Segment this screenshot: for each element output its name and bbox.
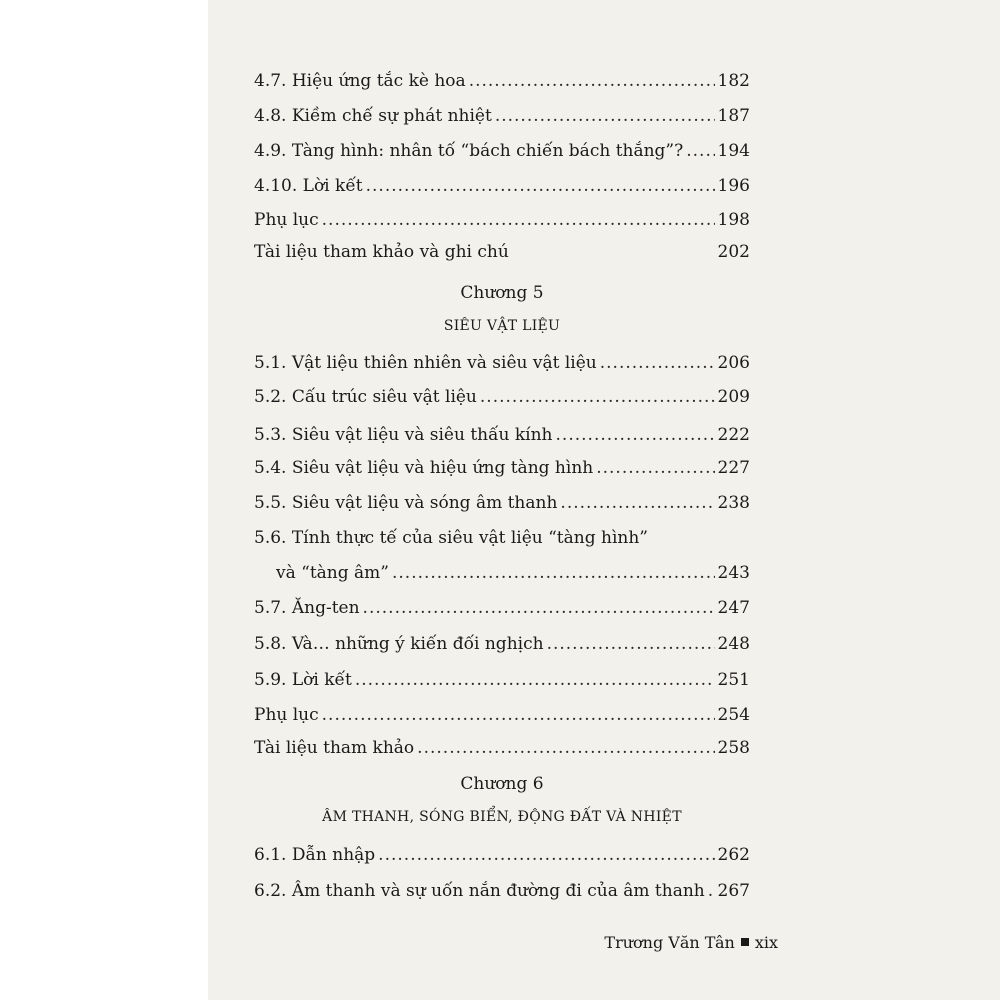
toc-entry-6-1 (254, 844, 750, 866)
toc-entry-references-4 (254, 241, 750, 263)
toc-entry-5-6-line-2 (276, 562, 750, 584)
toc-entry-title: 5.9. Lời kết (254, 670, 352, 690)
dot-leader (366, 175, 715, 197)
chapter-6-title: ÂM THANH, SÓNG BIỂN, ĐỘNG ĐẤT VÀ NHIỆT (322, 809, 682, 825)
toc-entry-page: 202 (717, 242, 750, 262)
footer-author: Trương Văn Tân (604, 933, 735, 952)
toc-entry-title: 5.4. Siêu vật liệu và hiệu ứng tàng hình (254, 458, 594, 478)
chapter-5-title: SIÊU VẬT LIỆU (443, 318, 561, 334)
dot-leader (560, 492, 714, 514)
toc-entry-6-2 (254, 880, 750, 902)
toc-entry-title: 4.8. Kiềm chế sự phát nhiệt (254, 106, 492, 126)
toc-entry-page: 254 (717, 705, 750, 725)
toc-entry-5-2 (254, 386, 750, 408)
footer-page-number: xix (754, 933, 778, 952)
dot-leader (600, 352, 715, 374)
toc-entry-page: 248 (717, 634, 750, 654)
toc-entry-title: Tài liệu tham khảo (254, 738, 415, 758)
toc-entry-5-7 (254, 597, 750, 619)
chapter-5-number: Chương 5 (460, 283, 544, 303)
toc-entry-page: 182 (717, 71, 750, 91)
dot-leader (355, 669, 715, 691)
toc-entry-title: 6.1. Dẫn nhập (254, 845, 376, 865)
toc-entry-page: 227 (717, 458, 750, 478)
toc-entry-appendix-5 (254, 704, 750, 726)
toc-entry-5-8 (254, 633, 750, 655)
toc-entry-4-9 (254, 140, 750, 162)
dot-leader (469, 70, 715, 92)
dot-leader (322, 209, 715, 231)
toc-entry-page: 262 (717, 845, 750, 865)
dot-leader (686, 140, 714, 162)
dot-leader (392, 562, 715, 584)
toc-entry-title: 5.3. Siêu vật liệu và siêu thấu kính (254, 425, 553, 445)
toc-entry-5-9 (254, 669, 750, 691)
toc-entry-page: 209 (717, 387, 750, 407)
dot-leader (378, 844, 714, 866)
toc-entry-title: 5.8. Và… những ý kiến đối nghịch (254, 634, 544, 654)
toc-entry-page: 243 (717, 563, 750, 583)
toc-entry-title: Tài liệu tham khảo và ghi chú (254, 242, 509, 262)
toc-entry-4-7 (254, 70, 750, 92)
dot-leader (480, 386, 715, 408)
toc-entry-5-6-line-1: 5.6. Tính thực tế của siêu vật liệu “tàng hình” (254, 528, 648, 548)
dot-leader (547, 633, 715, 655)
toc-entry-title: 4.9. Tàng hình: nhân tố “bách chiến bách thắng”? (254, 141, 684, 161)
square-bullet-icon (741, 938, 749, 946)
dot-leader (417, 737, 714, 759)
toc-entry-page: 238 (717, 493, 750, 513)
toc-entry-title: 4.10. Lời kết (254, 176, 363, 196)
toc-entry-title: Phụ lục (254, 210, 319, 230)
dot-leader (495, 105, 715, 127)
toc-entry-page: 196 (717, 176, 750, 196)
toc-entry-title: 5.1. Vật liệu thiên nhiên và siêu vật liệu (254, 353, 597, 373)
toc-entry-title: 4.7. Hiệu ứng tắc kè hoa (254, 71, 466, 91)
toc-entry-page: 267 (717, 881, 750, 901)
toc-entry-references-5 (254, 737, 750, 759)
toc-entry-appendix-4 (254, 209, 750, 231)
toc-entry-page: 187 (717, 106, 750, 126)
dot-leader (596, 457, 714, 479)
toc-entry-5-4 (254, 457, 750, 479)
toc-entry-page: 194 (717, 141, 750, 161)
dot-leader (708, 880, 715, 902)
dot-leader (363, 597, 715, 619)
toc-entry-4-8 (254, 105, 750, 127)
dot-leader (556, 424, 715, 446)
toc-entry-title: 5.5. Siêu vật liệu và sóng âm thanh (254, 493, 558, 513)
toc-entry-title: Phụ lục (254, 705, 319, 725)
toc-entry-5-3 (254, 424, 750, 446)
dot-leader (322, 704, 715, 726)
toc-entry-4-10 (254, 175, 750, 197)
toc-entry-title: 5.2. Cấu trúc siêu vật liệu (254, 387, 477, 407)
toc-entry-5-5 (254, 492, 750, 514)
toc-entry-5-1 (254, 352, 750, 374)
toc-entry-title: và “tàng âm” (276, 563, 389, 583)
toc-entry-title: 5.7. Ăng-ten (254, 598, 360, 618)
chapter-6-number: Chương 6 (460, 774, 544, 794)
toc-entry-page: 206 (717, 353, 750, 373)
toc-entry-page: 222 (717, 425, 750, 445)
toc-entry-title: 6.2. Âm thanh và sự uốn nắn đường đi của âm thanh (254, 881, 705, 901)
toc-entry-page: 247 (717, 598, 750, 618)
toc-entry-page: 198 (717, 210, 750, 230)
toc-entry-page: 251 (717, 670, 750, 690)
page-footer (604, 933, 778, 953)
toc-entry-page: 258 (717, 738, 750, 758)
